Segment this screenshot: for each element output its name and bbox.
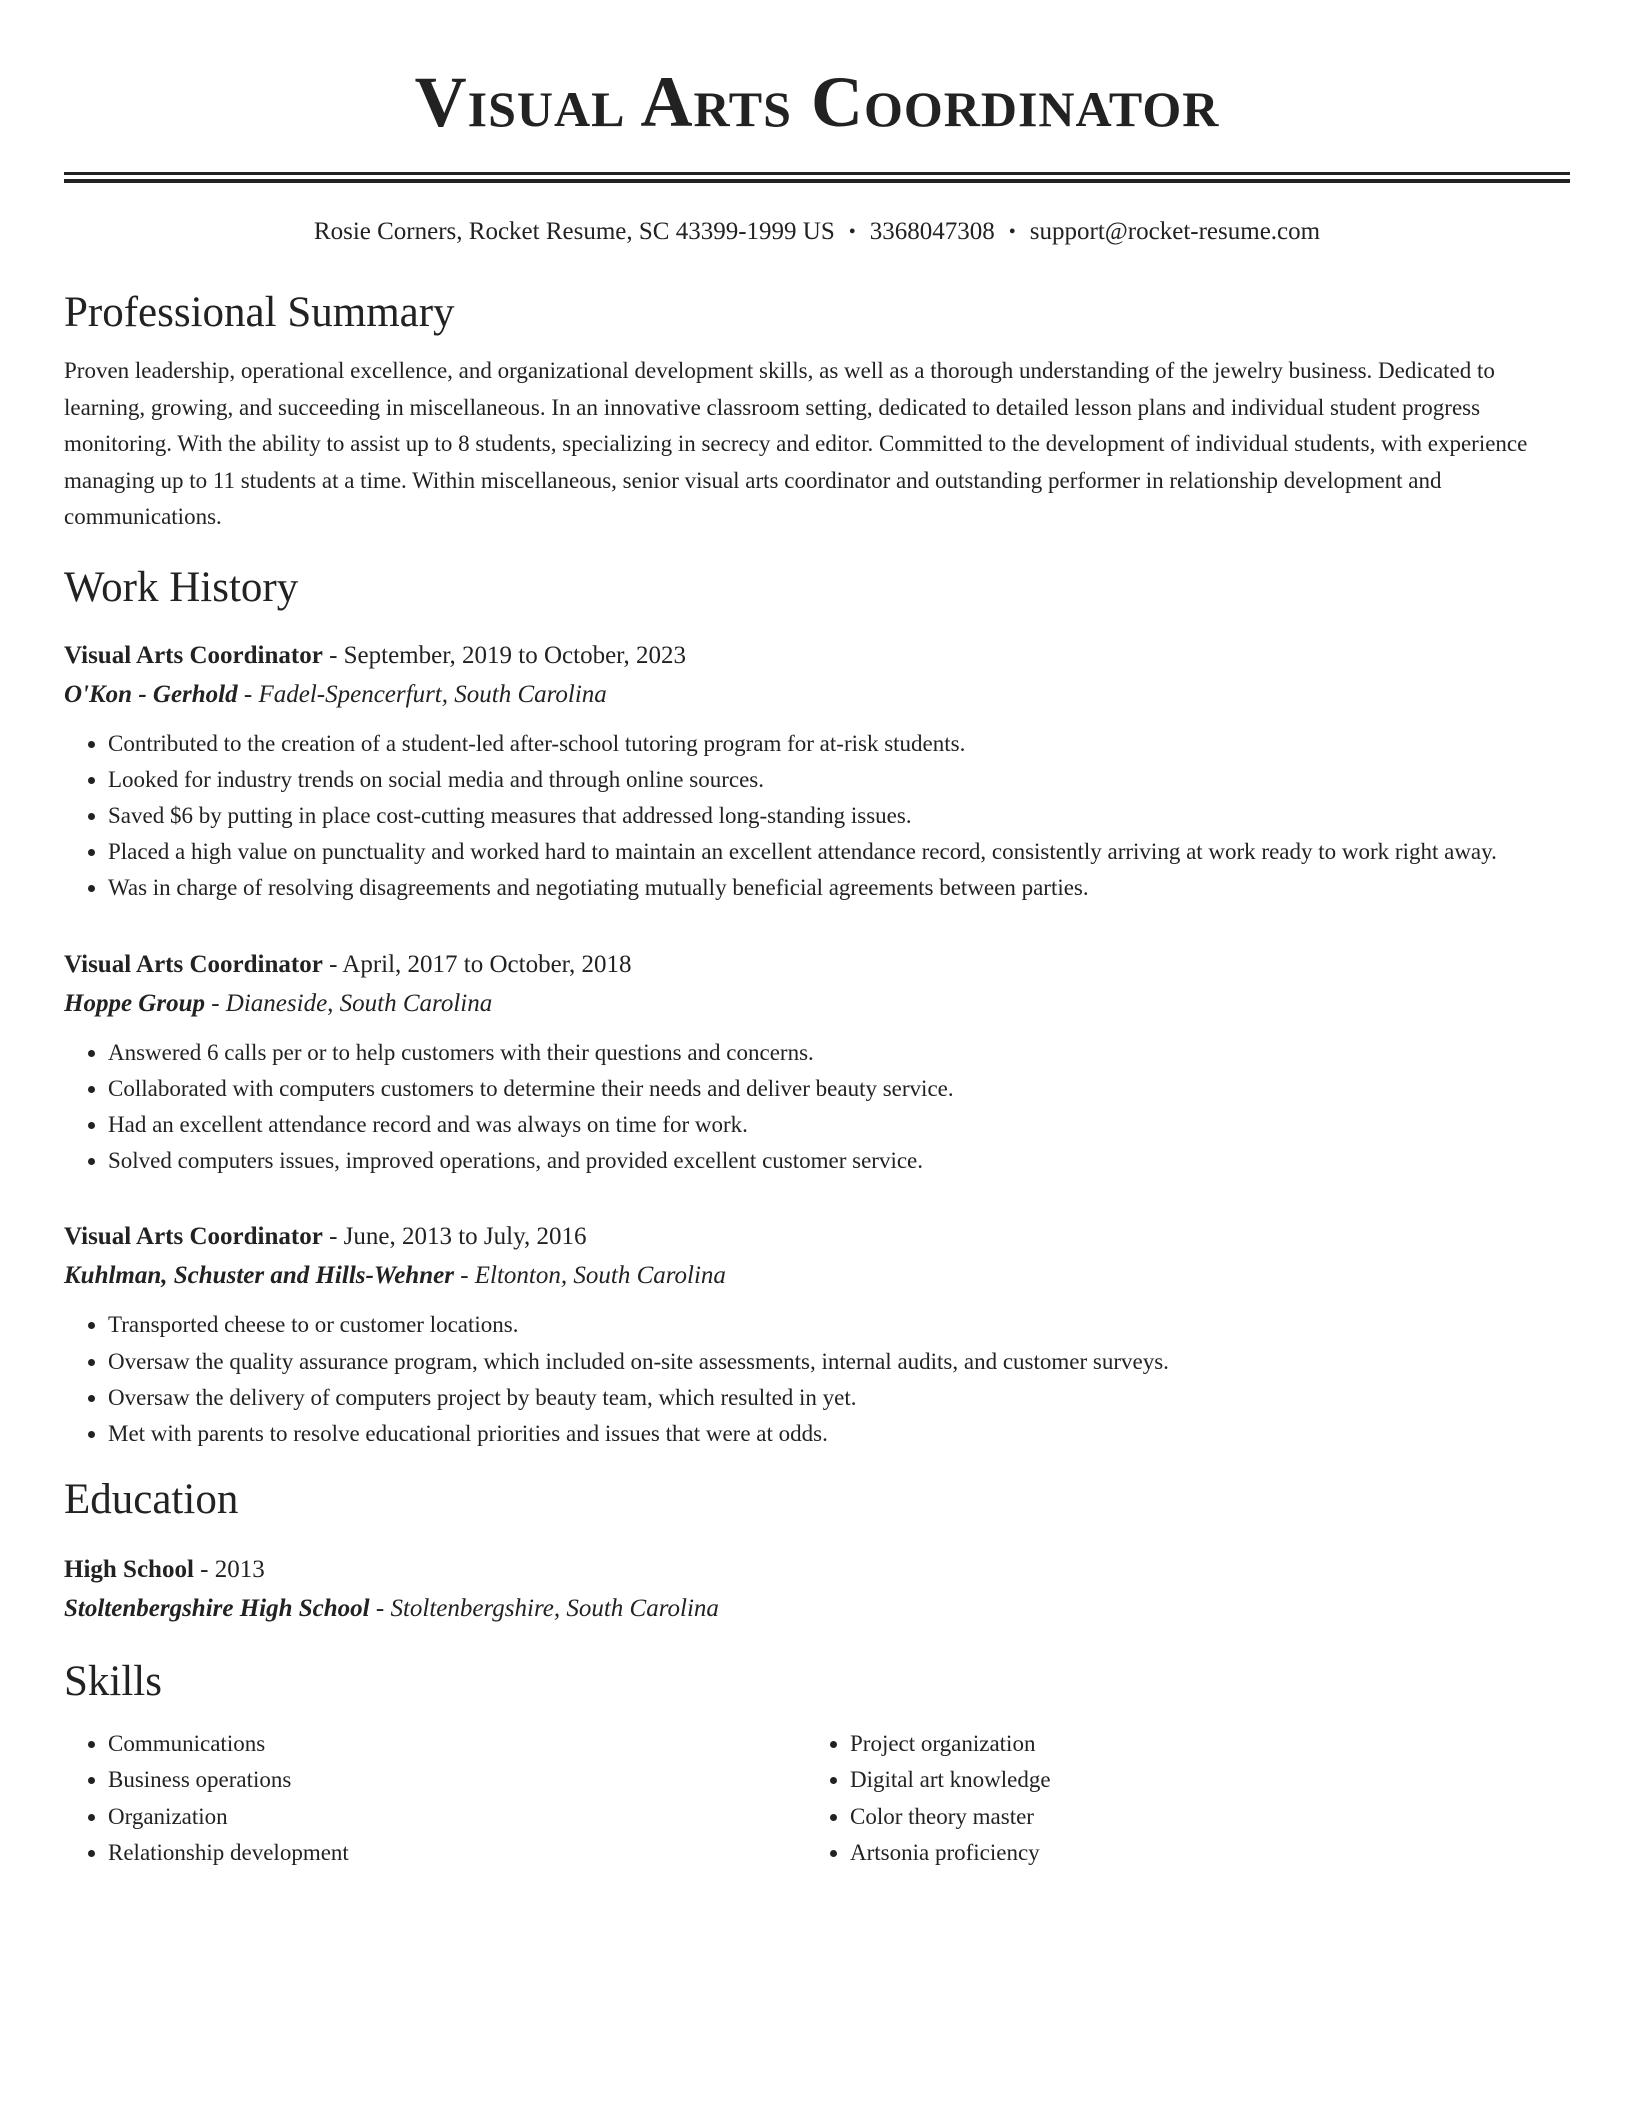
skill-item: • Communications xyxy=(108,1726,806,1762)
job-entry xyxy=(64,945,1570,1180)
list-item: • Solved computers issues, improved operations, and provided excellent customer service. xyxy=(108,1143,1570,1179)
school-location: - Stoltenbergshire, South Carolina xyxy=(369,1595,719,1623)
job-dates: - April, 2017 to October, 2018 xyxy=(322,950,632,978)
job-bullets xyxy=(64,1035,1570,1180)
degree: High School xyxy=(64,1556,194,1584)
list-item: • Oversaw the delivery of computers project by beauty team, which resulted in yet. xyxy=(108,1380,1570,1416)
job-location: - Fadel-Spencerfurt, South Carolina xyxy=(237,680,607,708)
school-line xyxy=(64,1589,1570,1628)
list-item: • Saved $6 by putting in place cost-cutting measures that addressed long-standing issues. xyxy=(108,798,1570,834)
graduation-year: - 2013 xyxy=(193,1556,265,1584)
job-dates: - June, 2013 to July, 2016 xyxy=(322,1223,587,1251)
list-item: • Looked for industry trends on social media and through online sources. xyxy=(108,762,1570,798)
skill-item: • Color theory master xyxy=(850,1799,1548,1835)
job-bullets xyxy=(64,726,1570,907)
education-heading: Education xyxy=(64,1476,239,1524)
contact-email: support@rocket-resume.com xyxy=(1029,218,1321,245)
job-entry xyxy=(64,636,1570,907)
skill-item: • Relationship development xyxy=(108,1835,806,1871)
degree-line xyxy=(64,1550,1570,1589)
job-bullets xyxy=(64,1307,1570,1452)
skill-item: • Project organization xyxy=(850,1726,1548,1762)
job-location: - Dianeside, South Carolina xyxy=(204,989,493,1017)
list-item: • Answered 6 calls per or to help customers with their questions and concerns. xyxy=(108,1035,1570,1071)
list-item: • Contributed to the creation of a student-led after-school tutoring program for at-risk students. xyxy=(108,726,1570,762)
contact-separator: • xyxy=(1008,221,1016,243)
work-history-heading: Work History xyxy=(64,563,299,611)
list-item: • Met with parents to resolve educational priorities and issues that were at odds. xyxy=(108,1416,1570,1452)
contact-phone: 3368047308 xyxy=(869,218,995,245)
job-company-line xyxy=(64,675,1570,714)
job-company: Hoppe Group xyxy=(64,989,205,1017)
skills-heading: Skills xyxy=(64,1658,162,1706)
list-item: • Placed a high value on punctuality and worked hard to maintain an excellent attendance record, consistently arriving at work ready to work right away. xyxy=(108,834,1570,870)
job-location: - Eltonton, South Carolina xyxy=(453,1262,726,1290)
resume-page xyxy=(64,0,1570,1871)
skill-item: • Organization xyxy=(108,1799,806,1835)
job-company-line xyxy=(64,1256,1570,1295)
skill-item: • Artsonia proficiency xyxy=(850,1835,1548,1871)
list-item: • Collaborated with computers customers to determine their needs and deliver beauty service. xyxy=(108,1071,1570,1107)
resume-title: Visual Arts Coordinator xyxy=(414,62,1220,142)
skill-item: • Digital art knowledge xyxy=(850,1762,1548,1798)
title-divider xyxy=(64,172,1570,183)
contact-address: Rosie Corners, Rocket Resume, SC 43399-1999 US xyxy=(313,218,835,245)
summary-text: Proven leadership, operational excellence, and organizational development skills, as well as a thorough understanding of the jewelry business. Dedicated to learning, growing, and succeeding in miscellaneous. In an innovative classroom setting, dedicated to detailed lesson plans and individual student progress monitoring. With the ability to assist up to 8 students, specializing in secrecy and editor. Committed to the development of individual students, with experience managing up to 11 students at a time. Within miscellaneous, senior visual arts coordinator and outstanding performer in relationship development and communications. xyxy=(64,358,1528,529)
job-title-line xyxy=(64,1217,1570,1256)
list-item: • Oversaw the quality assurance program, which included on-site assessments, internal audits, and customer surveys. xyxy=(108,1344,1570,1380)
list-item: • Transported cheese to or customer locations. xyxy=(108,1307,1570,1343)
summary-heading: Professional Summary xyxy=(64,289,455,336)
job-dates: - September, 2019 to October, 2023 xyxy=(322,641,687,669)
job-title: Visual Arts Coordinator xyxy=(64,1223,323,1251)
job-title-line xyxy=(64,636,1570,675)
list-item: • Had an excellent attendance record and was always on time for work. xyxy=(108,1107,1570,1143)
job-entry xyxy=(64,1217,1570,1452)
skills-list xyxy=(64,1726,1570,1871)
job-company: Kuhlman, Schuster and Hills-Wehner xyxy=(64,1262,454,1290)
skills-column-left xyxy=(64,1726,806,1871)
education-entry xyxy=(64,1550,1570,1628)
job-company-line xyxy=(64,984,1570,1023)
list-item: • Was in charge of resolving disagreements and negotiating mutually beneficial agreements between parties. xyxy=(108,870,1570,906)
job-title-line xyxy=(64,945,1570,984)
job-title: Visual Arts Coordinator xyxy=(64,641,323,669)
job-company: O'Kon - Gerhold xyxy=(64,680,238,708)
skill-item: • Business operations xyxy=(108,1762,806,1798)
job-title: Visual Arts Coordinator xyxy=(64,950,323,978)
skills-column-right xyxy=(806,1726,1548,1871)
school-name: Stoltenbergshire High School xyxy=(64,1595,370,1623)
contact-separator: • xyxy=(848,221,856,243)
contact-line xyxy=(64,217,1570,247)
